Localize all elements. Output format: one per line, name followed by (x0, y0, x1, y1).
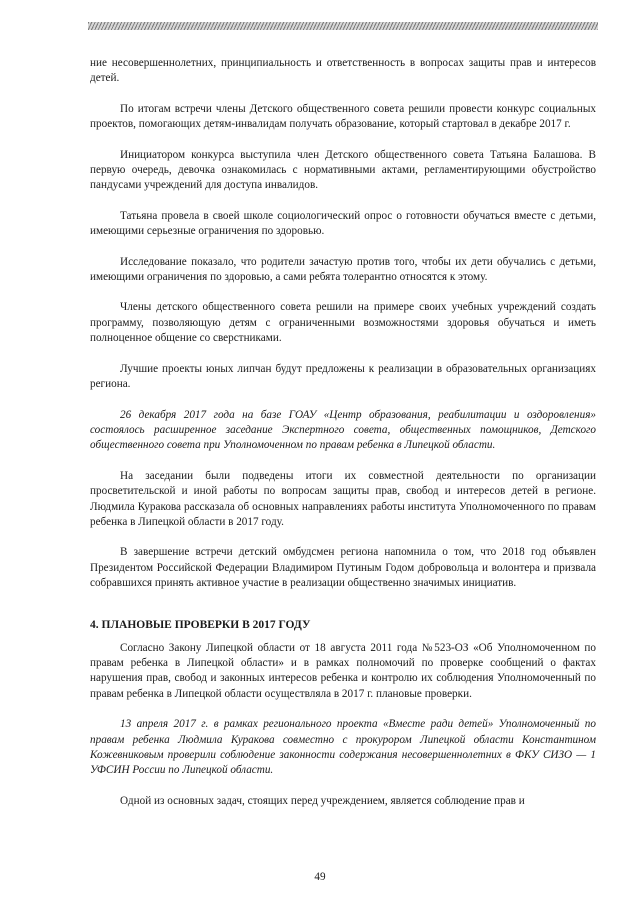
paragraph: ние несовершеннолетних, принципиальность и ответственность в вопросах защиты прав и интересов детей. (90, 57, 596, 85)
paragraph: Члены детского общественного совета решили на примере своих учебных учреждений создать программу, позволяющую детям с ограниченными возможностями здоровья обучаться и иметь полноценное общение со сверстниками. (90, 301, 596, 345)
paragraph: По итогам встречи члены Детского общественного совета решили провести конкурс социальных проектов, помогающих детям-инвалидам получать образование, который стартовал в декабре 2017 г. (90, 102, 596, 131)
paragraph: Исследование показало, что родители зачастую против того, чтобы их дети обучались с детьми, имеющими ограничения по здоровью, а сами ребята толерантно относятся к этому. (90, 255, 596, 284)
page-content (90, 56, 596, 824)
header-rule (88, 22, 598, 30)
paragraphs-after-heading (90, 641, 596, 810)
paragraphs-before-heading (90, 56, 596, 592)
page-number: 49 (314, 871, 326, 883)
paragraph: Лучшие проекты юных липчан будут предложены к реализации в образовательных организациях региона. (90, 362, 596, 391)
paragraph: 13 апреля 2017 г. в рамках регионального проекта «Вместе ради детей» Уполномоченный по правам ребенка Людмила Куракова совместно с прокурором Липецкой области Константином Кожевниковым проверили соблюдение законности содержания несовершеннолетних в ФКУ СИЗО — 1 УФСИН России по Липецкой области. (90, 718, 596, 777)
paragraph: 26 декабря 2017 года на базе ГОАУ «Центр образования, реабилитации и оздоровления» состоялось расширенное заседание Экспертного совета, общественных помощников, Детского общественного совета при Уполномоченном по правам ребенка в Липецкой области. (90, 408, 596, 452)
paragraph: Одной из основных задач, стоящих перед учреждением, является соблюдение прав и (120, 794, 525, 807)
paragraph: Татьяна провела в своей школе социологический опрос о готовности обучаться вместе с детьми, имеющими серьезные ограничения по здоровью. (90, 209, 596, 238)
paragraph: На заседании были подведены итоги их совместной деятельности по организации просветительской и иной работы по вопросам защиты прав, свобод и интересов детей в регионе. Людмила Куракова рассказала об основных направлениях работы института Уполномоченного по правам ребенка в Липецкой области в 2017 году. (90, 469, 596, 528)
paragraph: В завершение встречи детский омбудсмен региона напомнила о том, что 2018 год объявлен Президентом Российской Федерации Владимиром Путиным Годом добровольца и волонтера и призвала собравшихся принять активное участие в реализации общественно значимых инициатив. (90, 546, 596, 590)
paragraph: Инициатором конкурса выступила член Детского общественного совета Татьяна Балашова. В первую очередь, девочка ознакомилась с нормативными актами, регламентирующими обустройство пандусами учреждений для доступа инвалидов. (90, 148, 596, 192)
paragraph: Согласно Закону Липецкой области от 18 августа 2011 года №523-ОЗ «Об Уполномоченном по правам ребенка в Липецкой области» и в рамках полномочий по проверке сообщений о фактах нарушения прав, свобод и законных интересов ребенка и контролю их соблюдения Уполномоченный по правам ребенка в Липецкой области осуществляла в 2017 г. плановые проверки. (90, 641, 596, 700)
section-heading: 4. ПЛАНОВЫЕ ПРОВЕРКИ В 2017 ГОДУ (90, 618, 311, 631)
